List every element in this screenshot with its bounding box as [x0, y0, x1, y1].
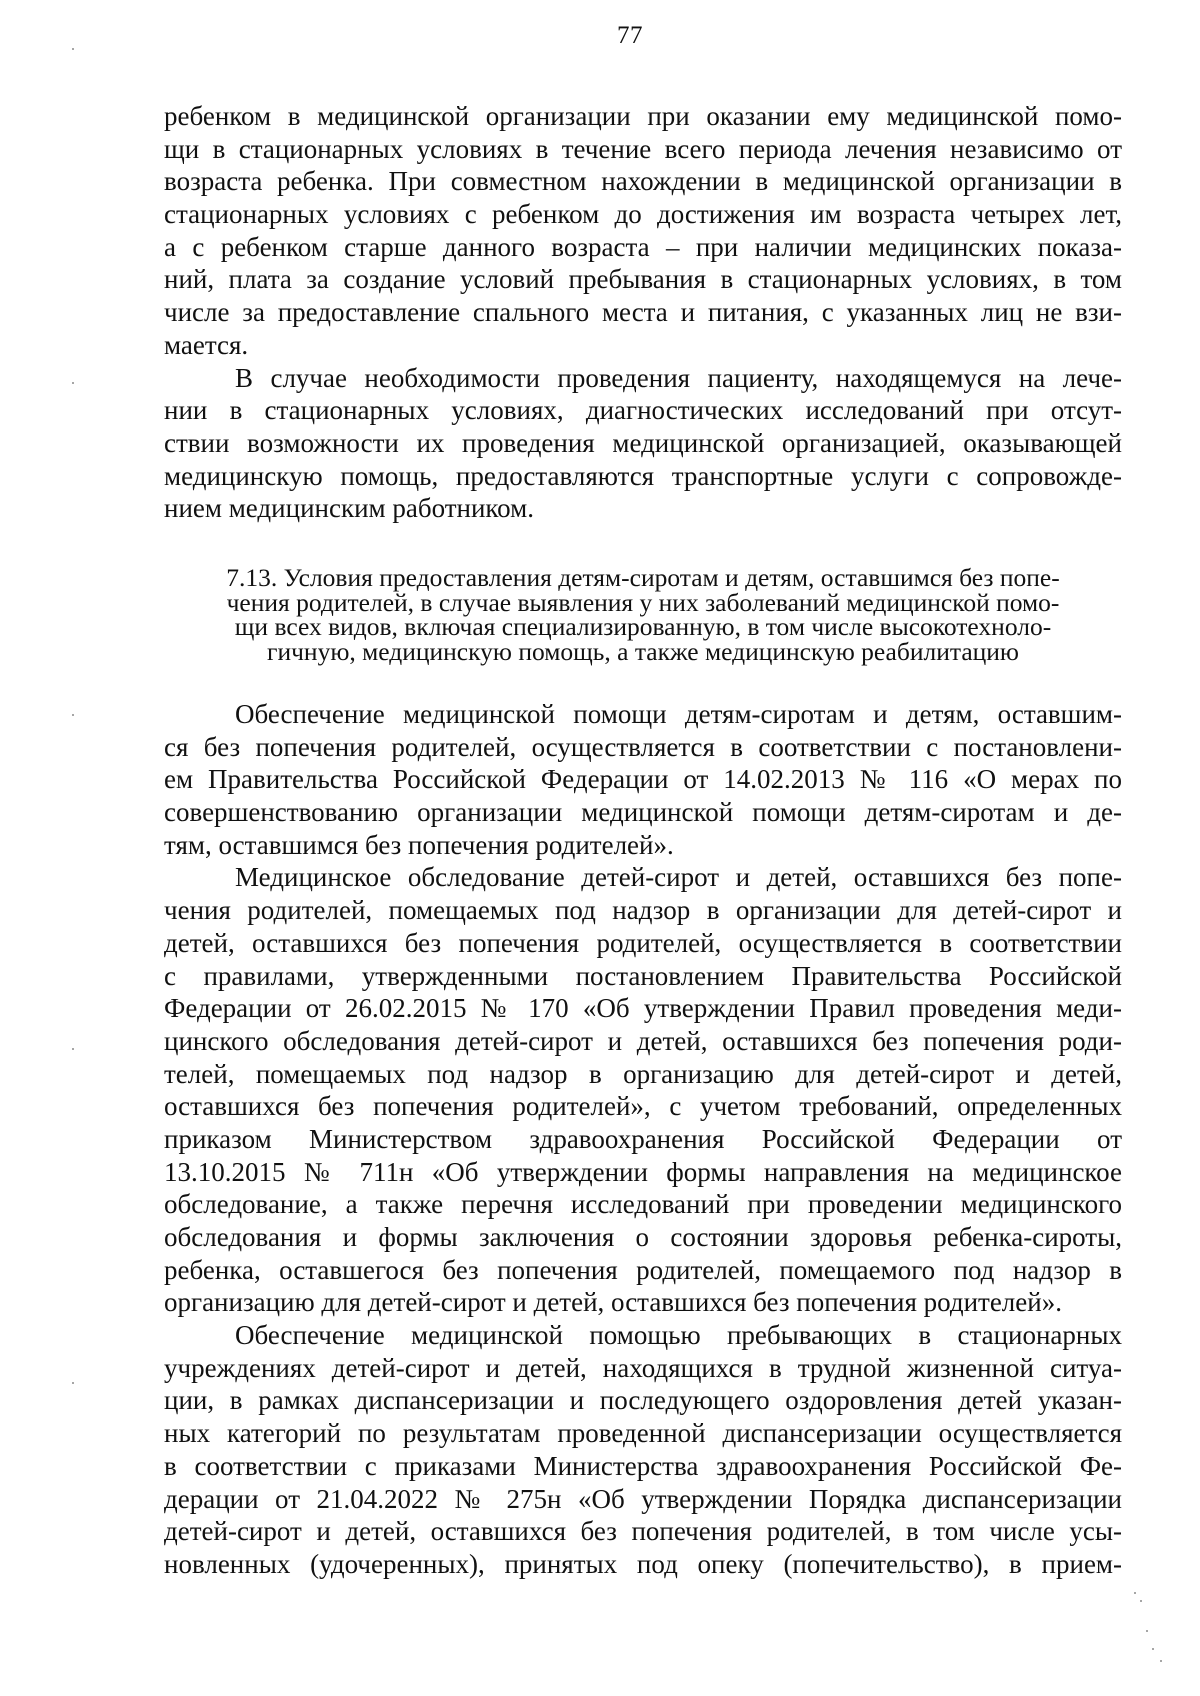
text-line: числе за предоставление спального места и питания, с указанных лиц не взи- [164, 297, 1122, 328]
text-line: обследование, а также перечня исследований при проведении медицинского [164, 1189, 1122, 1220]
section-heading [178, 563, 1108, 666]
text-line: детей, оставшихся без попечения родителей, осуществляется в соответствии [164, 927, 1122, 958]
scan-speck [72, 1382, 74, 1384]
text-line: возраста ребенка. При совместном нахождении в медицинской организации в [164, 166, 1122, 197]
text-line: тям, оставшимся без попечения родителей». [164, 829, 674, 860]
text-line: ребенком в медицинской организации при оказании ему медицинской помо- [164, 101, 1122, 131]
scan-speck [72, 382, 74, 384]
text-line: обследования и формы заключения о состоянии здоровья ребенка-сироты, [164, 1222, 1122, 1252]
scan-speck [72, 1048, 74, 1050]
text-line: ции, в рамках диспансеризации и последующего оздоровления детей указан- [164, 1385, 1122, 1416]
text-line: телей, помещаемых под надзор в организацию для детей-сирот и детей, [164, 1058, 1122, 1089]
heading-line: щи всех видов, включая специализированную, в том числе высокотехноло- [234, 612, 1052, 642]
scan-speck [1134, 1592, 1136, 1594]
text-line: щи в стационарных условиях в течение всего периода лечения независимо от [164, 133, 1122, 164]
text-line: Обеспечение медицинской помощью пребывающих в стационарных [235, 1320, 1122, 1351]
heading-line: чения родителей, в случае выявления у них заболеваний медицинской помо- [226, 587, 1060, 617]
heading-line: гичную, медицинскую помощь, а также медицинскую реабилитацию [267, 636, 1019, 666]
text-line: с правилами, утвержденными постановлением Правительства Российской [164, 960, 1122, 991]
scan-speck [72, 714, 74, 716]
scan-speck [1140, 1600, 1142, 1602]
text-line: нии в стационарных условиях, диагностических исследований при отсут- [164, 395, 1122, 426]
body-text-bottom [164, 698, 1122, 1581]
text-line: ний, плата за создание условий пребывания в стационарных условиях, в том [164, 264, 1122, 295]
heading-line: 7.13. Условия предоставления детям-сиротам и детям, оставшимся без попе- [226, 563, 1060, 592]
text-line: чения родителей, помещаемых под надзор в организации для детей-сирот и [164, 895, 1122, 926]
text-line: в соответствии с приказами Министерства здравоохранения Российской Фе- [164, 1450, 1122, 1481]
text-line: нием медицинским работником. [164, 493, 534, 524]
scan-speck [72, 48, 74, 50]
scan-speck [1152, 1648, 1154, 1650]
text-line: а с ребенком старше данного возраста – при наличии медицинских показа- [164, 231, 1122, 262]
text-line: Медицинское обследование детей-сирот и детей, оставшихся без попе- [235, 862, 1122, 893]
text-line: цинского обследования детей-сирот и детей, оставшихся без попечения роди- [164, 1025, 1122, 1056]
text-line: новленных (удочеренных), принятых под опеку (попечительство), в прием- [164, 1548, 1122, 1579]
text-line: Обеспечение медицинской помощи детям-сиротам и детям, оставшим- [235, 699, 1122, 729]
text-line: приказом Министерством здравоохранения Российской Федерации от [164, 1123, 1122, 1154]
text-line: детей-сирот и детей, оставшихся без попечения родителей, в том числе усы- [164, 1516, 1122, 1547]
text-line: В случае необходимости проведения пациенту, находящемуся на лече- [235, 362, 1122, 393]
text-line: ся без попечения родителей, осуществляется в соответствии с постановлени- [164, 731, 1122, 762]
text-line: дерации от 21.04.2022 № 275н «Об утверждении Порядка диспансеризации [164, 1483, 1122, 1514]
page-number: 77 [617, 22, 643, 49]
text-line: ных категорий по результатам проведенной диспансеризации осуществляется [164, 1418, 1122, 1449]
text-line: мается. [164, 329, 249, 360]
scan-speck [1146, 1630, 1148, 1632]
text-line: стационарных условиях с ребенком до достижения им возраста четырех лет, [164, 199, 1122, 230]
text-line: ем Правительства Российской Федерации от 14.02.2013 № 116 «О мерах по [164, 764, 1122, 795]
text-line: Федерации от 26.02.2015 № 170 «Об утверждении Правил проведения меди- [164, 993, 1122, 1024]
text-line: организацию для детей-сирот и детей, оставшихся без попечения родителей». [164, 1287, 1062, 1318]
text-line: совершенствованию организации медицинской помощи детям-сиротам и де- [164, 797, 1122, 828]
text-line: учреждениях детей-сирот и детей, находящихся в трудной жизненной ситуа- [164, 1352, 1122, 1383]
text-line: оставшихся без попечения родителей», с учетом требований, определенных [164, 1091, 1122, 1122]
scan-speck [1160, 1660, 1162, 1662]
body-text-top [164, 100, 1122, 525]
text-line: ствии возможности их проведения медицинской организацией, оказывающей [164, 427, 1122, 458]
text-line: медицинскую помощь, предоставляются транспортные услуги с сопровожде- [164, 460, 1122, 491]
text-line: 13.10.2015 № 711н «Об утверждении формы направления на медицинское [164, 1156, 1122, 1187]
text-line: ребенка, оставшегося без попечения родителей, помещаемого под надзор в [164, 1254, 1122, 1285]
